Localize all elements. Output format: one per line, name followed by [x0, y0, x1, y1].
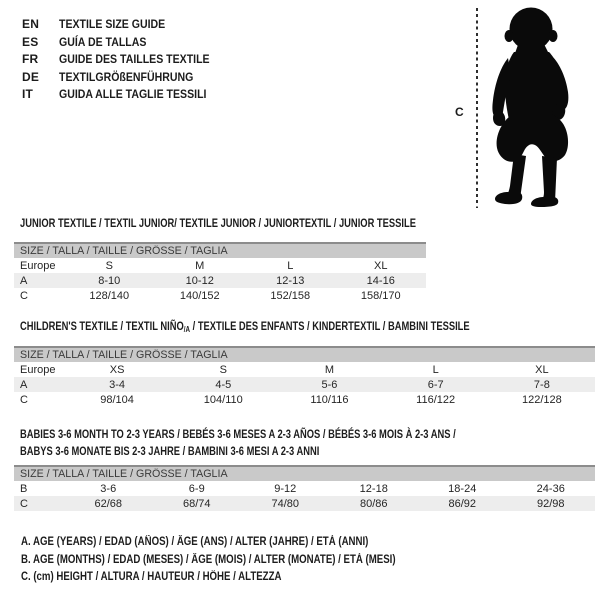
table-cell: 12-13 — [245, 273, 336, 288]
table-cell: S — [219, 363, 227, 376]
table-cell: M — [324, 363, 335, 376]
table-cell: 140/152 — [179, 289, 220, 302]
table-cell: 5-6 — [276, 377, 382, 392]
footnote-legend — [21, 534, 467, 587]
table-cell: XS — [109, 363, 125, 376]
language-label: TEXTILE SIZE GUIDE — [59, 17, 166, 31]
language-code: DE — [22, 69, 40, 84]
table-cell: 4-5 — [170, 377, 276, 392]
children-section-title: CHILDREN'S TEXTILE / TEXTIL NIÑO/A / TEXTILE DES ENFANTS / KINDERTEXTIL / BAMBINI TESSILE — [20, 319, 470, 334]
language-row — [22, 86, 230, 104]
title-subscript: /A — [183, 325, 191, 334]
table-cell: 128/140 — [89, 289, 130, 302]
table-row — [14, 273, 426, 288]
junior-section-title: JUNIOR TEXTILE / TEXTIL JUNIOR/ TEXTILE JUNIOR / JUNIORTEXTIL / JUNIOR TESSILE — [20, 216, 416, 230]
language-row — [22, 34, 230, 52]
table-cell: 12-18 — [359, 482, 388, 495]
table-cell: 116/122 — [416, 393, 456, 406]
table-cell: S — [105, 259, 113, 272]
table-cell: 110/116 — [310, 393, 349, 406]
table-cell: 10-12 — [155, 273, 246, 288]
table-cell: 7-8 — [489, 377, 595, 392]
table-cell: L — [432, 363, 439, 376]
table-cell: M — [195, 259, 205, 272]
table-cell: XL — [374, 259, 388, 272]
size-header-bar: SIZE / TALLA / TAILLE / GRÖSSE / TAGLIA — [14, 243, 426, 258]
language-code: EN — [22, 17, 40, 31]
table-cell: 62/68 — [64, 496, 153, 511]
table-row — [14, 362, 595, 377]
babies-section-title: BABIES 3-6 MONTH TO 2-3 YEARS / BEBÉS 3-6 MESES A 2-3 AÑOS / BÉBÉS 3-6 MOIS À 2-3 ANS / BABYS 3-6 MONATE BIS 2-3 JAHRE / BAMBINI 3-6 MESI A 2-3 ANNI — [20, 427, 456, 459]
table-row — [14, 496, 595, 511]
junior-size-table — [14, 242, 426, 303]
table-cell: 86/92 — [418, 496, 507, 511]
row-label: Europe — [20, 259, 56, 272]
row-label: C — [20, 289, 28, 302]
table-cell: 6-7 — [383, 377, 489, 392]
table-row — [14, 481, 595, 496]
babies-size-table — [14, 465, 595, 511]
table-cell: 24-36 — [536, 482, 565, 495]
table-cell: 3-4 — [64, 377, 170, 392]
table-cell: 122/128 — [521, 393, 562, 406]
children-size-table — [14, 346, 595, 407]
language-row — [22, 51, 230, 69]
table-cell: XL — [535, 363, 549, 376]
dashed-measure-line — [476, 8, 478, 208]
table-cell: 9-12 — [274, 482, 297, 495]
row-label: A — [14, 273, 64, 288]
table-cell: 8-10 — [64, 273, 155, 288]
row-label: A — [14, 377, 64, 392]
table-row — [14, 377, 595, 392]
language-row — [22, 16, 230, 34]
table-cell: 92/98 — [507, 496, 596, 511]
table-row — [14, 392, 595, 407]
table-cell: 74/80 — [241, 496, 330, 511]
table-cell: 18-24 — [448, 482, 477, 495]
table-cell: 98/104 — [100, 393, 134, 406]
table-cell: 3-6 — [100, 482, 117, 495]
size-header-bar: SIZE / TALLA / TAILLE / GRÖSSE / TAGLIA — [14, 466, 595, 481]
language-label: TEXTILGRÖßENFÜHRUNG — [59, 69, 194, 84]
language-code: FR — [22, 52, 39, 67]
language-code: ES — [22, 34, 39, 49]
footnote-c: C. (cm) HEIGHT / ALTURA / HAUTEUR / HÖHE / ALTEZZA — [21, 571, 282, 583]
footnote-b: B. AGE (MONTHS) / EDAD (MESES) / ÂGE (MOIS) / ALTER (MONATE) / ETÀ (MESI) — [21, 553, 396, 566]
table-cell: 152/158 — [270, 289, 311, 302]
language-legend — [22, 16, 230, 104]
footnote-a: A. AGE (YEARS) / EDAD (AÑOS) / ÂGE (ANS) / ALTER (JAHRE) / ETÀ (ANNI) — [21, 536, 369, 548]
table-cell: 80/86 — [330, 496, 419, 511]
size-header-bar: SIZE / TALLA / TAILLE / GRÖSSE / TAGLIA — [14, 347, 595, 362]
table-cell: 68/74 — [153, 496, 242, 511]
language-label: GUÍA DE TALLAS — [59, 34, 147, 49]
table-row — [14, 258, 426, 273]
language-label: GUIDA ALLE TAGLIE TESSILI — [59, 87, 207, 102]
row-label: C — [14, 496, 64, 511]
row-label: Europe — [20, 363, 56, 376]
table-row — [14, 288, 426, 303]
table-cell: 104/110 — [203, 393, 243, 406]
table-cell: 14-16 — [336, 273, 427, 288]
language-code: IT — [22, 87, 34, 102]
height-measure-label: C — [455, 105, 464, 119]
row-label: B — [20, 482, 28, 495]
table-cell: 6-9 — [188, 482, 205, 495]
toddler-silhouette-icon — [486, 6, 578, 208]
language-row — [22, 69, 230, 87]
table-cell: 158/170 — [360, 289, 401, 302]
table-cell: L — [287, 259, 294, 272]
language-label: GUIDE DES TAILLES TEXTILE — [59, 52, 210, 67]
row-label: C — [20, 393, 28, 406]
